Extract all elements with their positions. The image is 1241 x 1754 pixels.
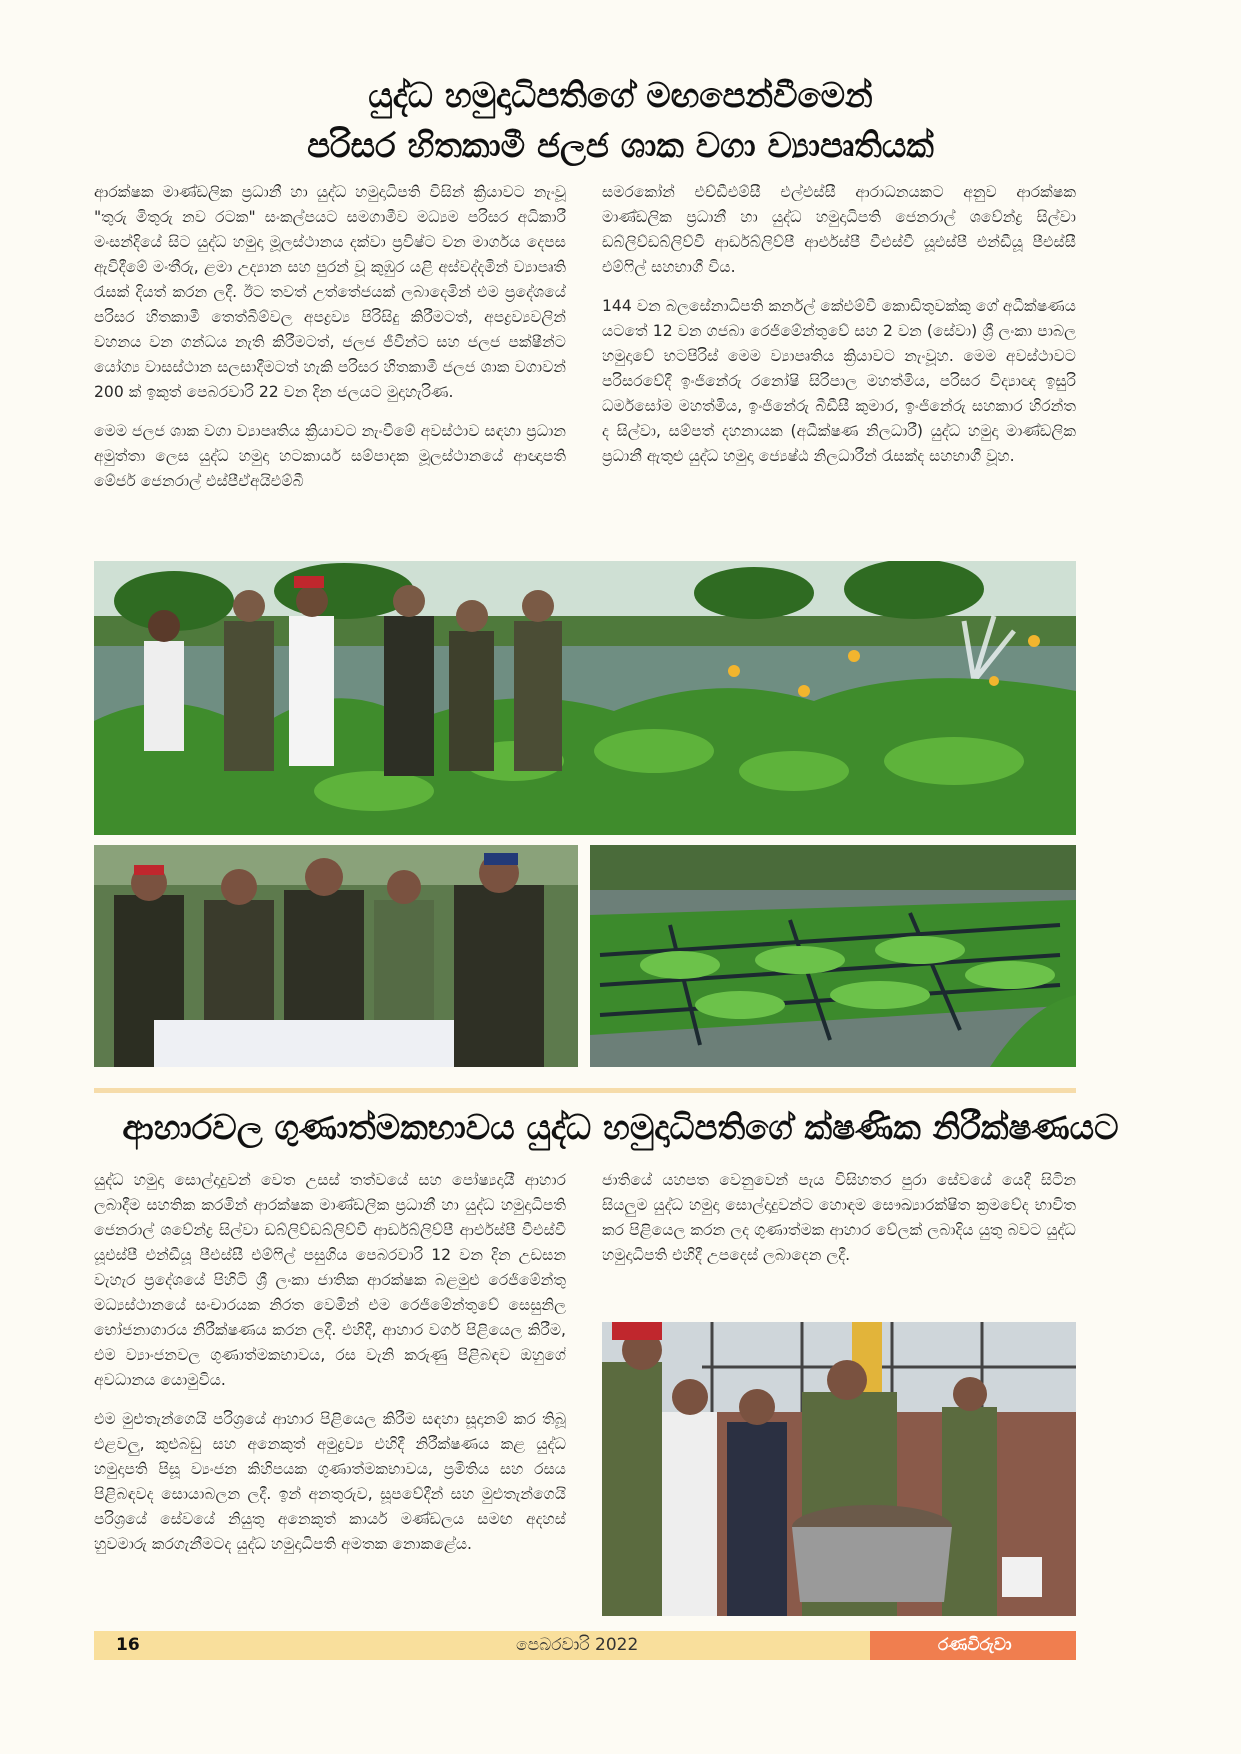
article2-paragraph: ජාතියේ යහපත වෙනුවෙන් පැය විසිහතර පුරා සේවයේ යෙදී සිටින සියලුම යුද්ධ හමුදා සොල්දාදුවන්ට හොඳම සෞඛ්‍යාරක්ෂිත ක්‍රමවේද භාවිත කර පිළියෙල කරන ලද ගුණාත්මක ආහාර වේලක් ලබාදිය යුතු බවට යුද්ධ හමුදාධිපති එහිදී උපදෙස් ලබාදෙන ලදී. <box>602 1171 1076 1264</box>
article1-paragraph: මෙම ජලජ ශාක වගා ව්‍යාපෘතිය ක්‍රියාවට නැංවීමේ අවස්ථාව සඳහා ප්‍රධාන අමුත්තා ලෙස යුද්ධ හමුදා හටකාර්ය සම්පාදක මූලස්ථානයේ ආඥාපති මේජර් ජෙනරාල් එස්පීඒඅයිඑම්බී <box>94 422 566 490</box>
article2-paragraph: යුද්ධ හමුදා සොල්දාදුවන් වෙත උසස් තත්වයේ සහ පෝෂ්‍යදායී ආහාර ලබාදීම සහතික කරමින් ආරක්ෂක මාණ්ඩලික ප්‍රධානී හා යුද්ධ හමුදාධිපති ජෙනරාල් ශවේන්ද්‍ර සිල්වා ඩබ්ලිව්ඩබ්ලිව්වී ආර්ඩබ්ලිව්පී ආර්එස්පී වීඑස්වී යූඑස්පී එන්ඩීයූ පීඑස්සී එම්ෆිල් පසුගිය පෙබරවාරි 12 වන දින උඩසන වැහැර ප්‍රදේශයේ පිහිටි ශ්‍රී ලංකා ජාතික ආරක්ෂක බළමුළු රෙජිමේන්තු මධ්‍යස්ථානයේ සංචාරයක නිරත වෙමින් එම රෙජිමේන්තුවේ සෙසුනිල භෝජනාගාරය නිරීක්ෂණය කරන ලදී. එහිදී, ආහාර වර්ග පිළියෙල කිරීම, එම ව්‍යාංජනවල ගුණාත්මකභාවය, රස වැනි කරුණු පිළිබඳව ඔහුගේ අවධානය යොමුවිය. <box>94 1171 566 1389</box>
page-number: 16 <box>116 1635 140 1655</box>
magazine-name: රණවිරුවා <box>938 1635 1012 1655</box>
photo-floating-plant-beds <box>590 845 1076 1067</box>
article1-title-line2: පරිසර හිතකාමී ජලජ ශාක වගා ව්‍යාපෘතියක් <box>307 126 934 166</box>
article2-paragraph: එම මුළුතැන්ගෙයි පරිශ්‍රයේ ආහාර පිළියෙල කිරීම සඳහා සූදානම් කර තිබූ එළවලු, කුළුබඩු සහ අනෙකුත් අමුද්‍රව්‍ය එහිදී නිරීක්ෂණය කළ යුද්ධ හමුදාපති පිසූ ව්‍යංජන කිහිපයක ගුණාත්මකභාවය, ප්‍රමිතිය සහ රසය පිළිබඳවද සොයාබලන ලදී. ඉන් අනතුරුව, සූපවේදීන් සහ මුළුතැන්ගෙයි පරිශ්‍රයේ සේවයේ නියුතු අනෙකුත් කාර්ය මණ්ඩලය සමඟ අදහස් හුවමාරු කරගැනීමටද යුද්ධ හමුදාධිපති අමතක නොකළේය. <box>94 1410 566 1553</box>
magazine-name-tab <box>870 1631 1076 1660</box>
article2-title: ආහාරවල ගුණාත්මකභාවය යුද්ධ හමුදාධිපතිගේ ක්ෂණික නිරීක්ෂණයට <box>122 1108 1119 1148</box>
article1-paragraph: සමරකෝන් එච්ඩීඑම්සී එල්එස්සී ආරාධනයකට අනුව ආරක්ෂක මාණ්ඩලික ප්‍රධානී හා යුද්ධ හමුදාධිපති ජෙනරාල් ශවේන්ද්‍ර සිල්වා ඩබ්ලිව්ඩබ්ලිව්වී ආර්ඩබ්ලිව්පී ආර්එස්පී වීඑස්වී යූඑස්පී එන්ඩීයූ පීඑස්සී එම්ෆිල් සහභාගී විය. <box>602 183 1076 276</box>
article1-column-right <box>602 180 1076 525</box>
article2-column-right <box>602 1168 1076 1298</box>
photo-officers-reviewing-plans <box>94 845 578 1067</box>
footer-bar <box>94 1631 870 1660</box>
article1-paragraph: ආරක්ෂක මාණ්ඩලික ප්‍රධානී හා යුද්ධ හමුදාධිපති විසින් ක්‍රියාවට නැංවූ "තුරු මිතුරු නව රටක" සංකල්පයට සමගාමීව මධ්‍යම පරිසර අධිකාරී මංසන්දියේ සිට යුද්ධ හමුදා මූලස්ථානය දක්වා ප්‍රවිෂ්ට වන මාර්ගය දෙපස ඇවිදීමේ මංතීරු, ළමා උද්‍යාන සහ පුරන් වූ කුඹුර යළි අස්වද්දමින් ව්‍යාපෘති රැසක් දියත් කරන ලදී. ඊට තවත් උත්තේජයක් ලබාදෙමින් එම ප්‍රදේශයේ පරිසර හිතකාමී තෙත්බිම්වල අපද්‍රව්‍ය පිරිසිදු කිරීමටත්, අපද්‍රව්‍යවලින් වහනය වන ගන්ධය නැති කිරීමටත්, ජලජ ජීවීන්ට සහ ජලජ පක්ෂීන්ට යෝග්‍ය වාසස්ථාන සලසාදීමටත් හැකි පරිසර හිතකාමී ජලජ ශාක වගාවන් 200 ක් ඉකුත් පෙබරවාරි 22 වන දින ජලයට මුදාහැරිණ. <box>94 183 566 401</box>
issue-date: පෙබරවාරි 2022 <box>516 1635 639 1655</box>
article1-column-left <box>94 180 566 550</box>
section-divider <box>94 1088 1076 1093</box>
article2-column-left <box>94 1168 566 1623</box>
article1-title-line1: යුද්ධ හමුදාධිපතිගේ මඟපෙන්වීමෙන් <box>368 76 873 116</box>
photo-officers-at-pond <box>94 561 1076 835</box>
photo-kitchen-inspection <box>602 1322 1076 1616</box>
article1-paragraph: 144 වන බලසේනාධිපති කර්නල් කේඑම්වී කොඩිතුවක්කු ගේ අධීක්ෂණය යටතේ 12 වන ගජබා රෙජිමේන්තුවේ සහ 2 වන (සේවා) ශ්‍රී ලංකා පාබල හමුදාවේ භටපිරිස් මෙම ව්‍යාපෘතිය ක්‍රියාවට නැංවූහ. මෙම අවස්ථාවට පරිසරවේදී ඉංජිනේරු රනෝෂි සිරිපාල මහත්මිය, පරිසර විද්‍යාඥ ඉසුරි ධර්මසෝම මහත්මිය, ඉංජිනේරු බීඩීසී කුමාර, ඉංජිනේරු සහකාර හිරන්ත ද සිල්වා, සම්පත් දහනායක (අධීක්ෂණ නිලධාරී) යුද්ධ හමුදා මාණ්ඩලික ප්‍රධානී ඇතුළු යුද්ධ හමුදා ජ්‍යෙෂ්ඨ නිලධාරීන් රැසක්ද සහභාගී වූහ. <box>602 297 1076 465</box>
